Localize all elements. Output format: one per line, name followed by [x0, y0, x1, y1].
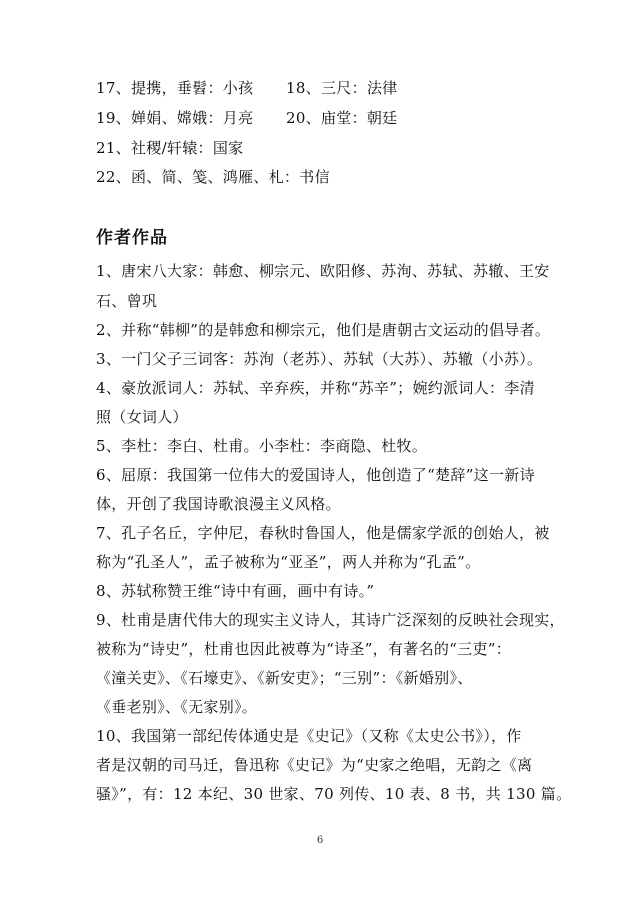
body-line: 照（女词人）	[96, 408, 188, 426]
glossary-item-21: 21、社稷/轩辕：国家	[96, 139, 244, 157]
page-number: 6	[316, 835, 324, 846]
body-line: 《垂老别》、《无家别》。	[96, 698, 258, 716]
body-line: 体，开创了我国诗歌浪漫主义风格。	[96, 495, 341, 513]
body-line: 6、屈原：我国第一位伟大的爱国诗人，他创造了“楚辞”这一新诗	[96, 466, 535, 484]
body-line: 者是汉朝的司马迁，鲁迅称《史记》为“史家之绝唱，无韵之《离	[96, 756, 533, 774]
body-line: 1、唐宋八大家：韩愈、柳宗元、欧阳修、苏洵、苏轼、苏辙、王安	[96, 262, 550, 280]
body-line: 石、曾巩	[96, 292, 158, 310]
body-line: 称为“孔圣人”，孟子被称为“亚圣”，两人并称为“孔孟”。	[96, 553, 481, 571]
section-title: 作者作品	[96, 228, 168, 248]
body-line: 8、苏轼称赞王维“诗中有画，画中有诗。”	[96, 582, 375, 600]
body-line: 《潼关吏》、《石壕吏》、《新安吏》；“三别”：《新婚别》、	[96, 669, 473, 687]
body-line: 3、一门父子三词客：苏洵（老苏）、苏轼（大苏）、苏辙（小苏）。	[96, 350, 543, 368]
body-line: 10、我国第一部纪传体通史是《史记》（又称《太史公书》），作	[96, 727, 522, 745]
glossary-item-20: 20、庙堂：朝廷	[286, 109, 398, 127]
body-line: 7、孔子名丘，字仲尼，春秋时鲁国人，他是儒家学派的创始人，被	[96, 524, 550, 542]
body-line: 9、杜甫是唐代伟大的现实主义诗人，其诗广泛深刻的反映社会现实，	[96, 611, 565, 629]
glossary-item-18: 18、三尺：法律	[286, 79, 398, 97]
glossary-item-22: 22、函、简、笺、鸿雁、札：书信	[96, 168, 330, 186]
body-line: 骚》”，有：12 本纪、30 世家、70 列传、10 表、8 书，共 130 篇。	[96, 785, 572, 803]
glossary-item-17: 17、提携，垂髫：小孩	[96, 79, 254, 97]
glossary-item-19: 19、婵娟、嫦娥：月亮	[96, 109, 254, 127]
body-line: 2、并称“韩柳”的是韩愈和柳宗元，他们是唐朝古文运动的倡导者。	[96, 321, 551, 339]
body-line: 被称为“诗史”，杜甫也因此被尊为“诗圣”，有著名的“三吏”：	[96, 640, 512, 658]
body-line: 4、豪放派词人：苏轼、辛弃疾，并称“苏辛”；婉约派词人：李清	[96, 379, 535, 397]
body-line: 5、李杜：李白、杜甫。小李杜：李商隐、杜牧。	[96, 437, 428, 455]
